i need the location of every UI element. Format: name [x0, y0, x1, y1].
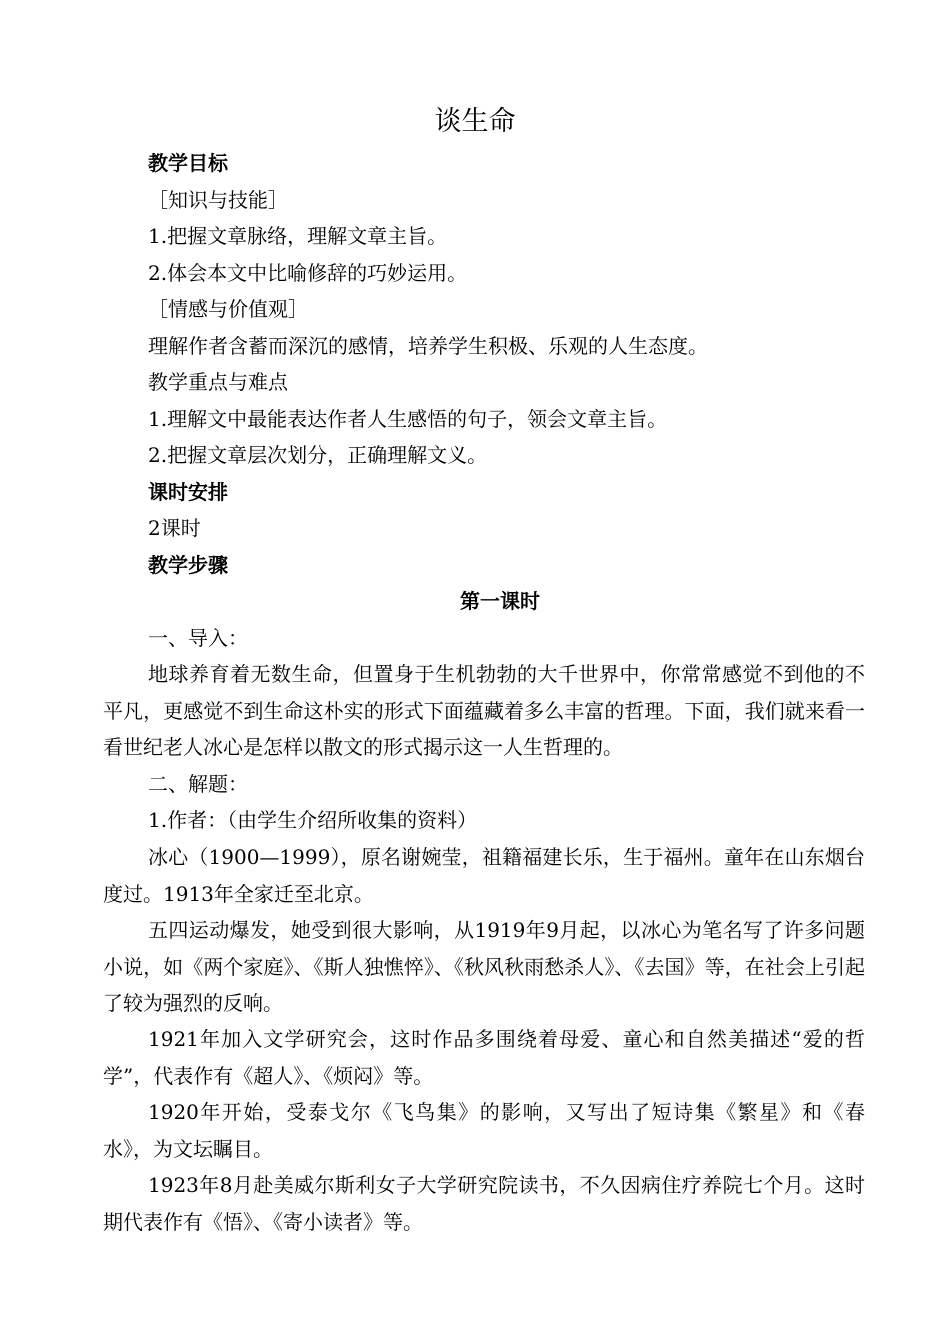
schedule-heading: 课时安排 [148, 479, 228, 504]
author-heading: 1.作者：（由学生介绍所收集的资料） [148, 808, 478, 832]
knowledge-item: 1.把握文章脉络，理解文章主旨。 [148, 224, 448, 248]
schedule-text: 2课时 [148, 516, 201, 540]
bio-paragraph: 五四运动爆发，她受到很大影响，从1919年9月起，以冰心为笔名写了许多问题小说，如《两个家庭》、《斯人独憔悴》、《秋风秋雨愁杀人》、《去国》等，在社会上引起了较为强烈的反响。 [103, 918, 865, 1015]
emotion-heading: ［情感与价值观］ [148, 297, 308, 321]
lesson1-heading: 第一课时 [460, 589, 540, 613]
keypoints-heading: 教学重点与难点 [148, 370, 288, 394]
bio-paragraph: 冰心（1900—1999），原名谢婉莹，祖籍福建长乐，生于福州。童年在山东烟台度过。1913年全家迁至北京。 [103, 845, 865, 906]
steps-heading: 教学步骤 [148, 552, 228, 577]
lesson-plan-header [148, 145, 863, 656]
knowledge-item: 2.体会本文中比喻修辞的巧妙运用。 [148, 260, 468, 285]
intro-heading: 一、导入： [148, 625, 248, 650]
knowledge-heading: ［知识与技能］ [148, 187, 288, 212]
intro-paragraph: 地球养育着无数生命，但置身于生机勃勃的大千世界中，你常常感觉不到他的不平凡，更感觉不到生命这朴实的形式下面蕴藏着多么丰富的哲理。下面，我们就来看一看世纪老人冰心是怎样以散文的形式揭示这一人生哲理的。 [103, 662, 865, 759]
objectives-heading: 教学目标 [148, 151, 228, 175]
bio-paragraph: 1920年开始，受泰戈尔《飞鸟集》的影响，又写出了短诗集《繁星》和《春水》，为文坛瞩目。 [103, 1100, 865, 1161]
emotion-text: 理解作者含蓄而深沉的感情，培养学生积极、乐观的人生态度。 [148, 333, 708, 358]
keypoints-item: 1.理解文中最能表达作者人生感悟的句子，领会文章主旨。 [148, 406, 668, 431]
keypoints-item: 2.把握文章层次划分，正确理解文义。 [148, 443, 488, 467]
page-title: 谈生命 [434, 106, 516, 137]
bio-paragraph: 1921年加入文学研究会，这时作品多围绕着母爱、童心和自然美描述“爱的哲学”，代表作有《超人》、《烦闷》等。 [103, 1027, 865, 1088]
bio-paragraph: 1923年8月赴美威尔斯利女子大学研究院读书，不久因病住疗养院七个月。这时期代表作有《悟》、《寄小读者》等。 [103, 1173, 865, 1234]
explain-heading: 二、解题： [148, 772, 248, 796]
